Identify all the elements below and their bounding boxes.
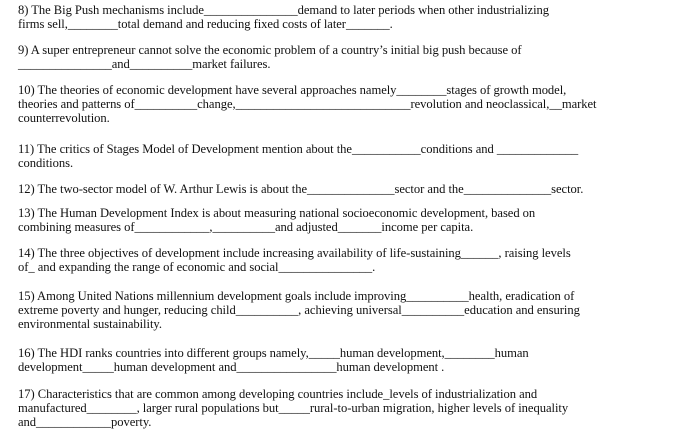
question-15-line-1: 15) Among United Nations millennium development goals include improving__________health, eradication of [18,289,575,303]
question-14 [18,246,673,274]
question-17-line-2: manufactured________, larger rural populations but_____rural-to-urban migration, higher levels of inequality [18,401,569,416]
question-17-line-1: 17) Characteristics that are common among developing countries include_levels of industrialization and [18,387,538,401]
question-10 [18,83,673,126]
question-17 [18,387,673,430]
question-11 [18,142,673,170]
question-16-line-2: development_____human development and________________human development . [18,360,445,375]
question-12 [18,182,673,196]
question-11-line-2: conditions. [18,156,74,171]
question-12-line-1: 12) The two-sector model of W. Arthur Lewis is about the______________sector and the______________sector. [18,182,584,196]
question-13-line-2: combining measures of____________,__________and adjusted_______income per capita. [18,220,474,235]
question-9-line-2: _______________and__________market failures. [18,57,271,72]
question-8-line-1: 8) The Big Push mechanisms include_______________demand to later periods when other industrializing [18,3,550,17]
question-14-line-2: of_ and expanding the range of economic and social_______________. [18,260,376,275]
question-13 [18,206,673,234]
question-15-line-3: environmental sustainability. [18,317,162,332]
question-9 [18,43,673,71]
question-10-line-1: 10) The theories of economic development have several approaches namely________stages of growth model, [18,83,567,97]
question-10-line-3: counterrevolution. [18,111,110,126]
question-13-line-1: 13) The Human Development Index is about measuring national socioeconomic development, based on [18,206,536,220]
question-11-line-1: 11) The critics of Stages Model of Development mention about the___________conditions and _____________ [18,142,579,156]
question-15 [18,289,673,332]
question-16-line-1: 16) The HDI ranks countries into different groups namely,_____human development,________human [18,346,529,360]
question-17-line-3: and____________poverty. [18,415,152,430]
question-14-line-1: 14) The three objectives of development include increasing availability of life-sustaining______, raising levels [18,246,571,260]
question-10-line-2: theories and patterns of__________change,____________________________revolution and neoclassical,__market [18,97,597,112]
question-8 [18,3,673,31]
question-8-line-2: firms sell,________total demand and reducing fixed costs of later_______. [18,17,393,32]
question-9-line-1: 9) A super entrepreneur cannot solve the economic problem of a country’s initial big push because of [18,43,522,57]
question-15-line-2: extreme poverty and hunger, reducing child__________, achieving universal__________education and ensuring [18,303,580,318]
question-16 [18,346,673,374]
